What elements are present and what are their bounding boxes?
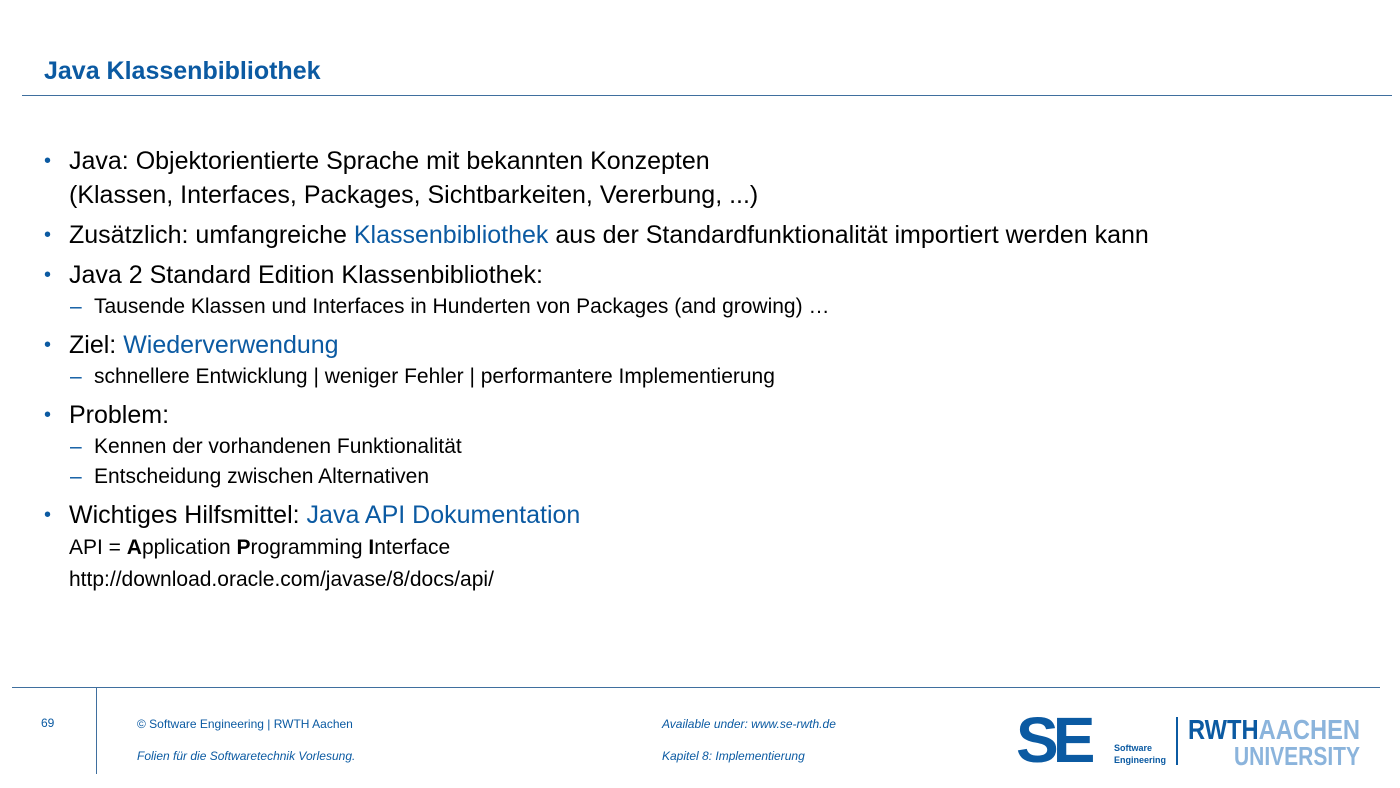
rwth-logo-rwth: RWTH bbox=[1188, 714, 1272, 745]
sub-bullet-dash: – bbox=[70, 465, 82, 488]
api-doc-highlight: Java API Dokumentation bbox=[306, 501, 581, 529]
rwth-logo-aachen: AACHEN bbox=[1258, 714, 1379, 745]
bullet-ziel bbox=[44, 328, 1384, 392]
rwth-logo-university: UNIVERSITY bbox=[1234, 741, 1360, 771]
wiederverwendung-highlight: Wiederverwendung bbox=[123, 331, 339, 359]
se-logo-engineering: Engineering bbox=[1114, 755, 1167, 765]
footer-available[interactable]: Available under: www.se-rwth.de bbox=[662, 717, 836, 731]
se-logo bbox=[1016, 704, 1167, 776]
bullet-dot: • bbox=[44, 404, 52, 426]
bullet-dot: • bbox=[44, 150, 52, 172]
footer-divider bbox=[12, 687, 1380, 688]
bullet-zusaetzlich-pre: Zusätzlich: umfangreiche bbox=[69, 221, 354, 249]
sub-bullet-dash: – bbox=[70, 365, 82, 388]
bullet-java-line2: (Klassen, Interfaces, Packages, Sichtbarkeiten, Vererbung, ...) bbox=[69, 181, 759, 209]
bullet-java bbox=[44, 144, 1384, 212]
klassenbibliothek-highlight: Klassenbibliothek bbox=[353, 221, 549, 249]
bullet-problem-text: Problem: bbox=[69, 401, 170, 429]
rwth-logo bbox=[1188, 712, 1379, 771]
se-logo-software: Software bbox=[1114, 743, 1153, 753]
bullet-dot: • bbox=[44, 334, 52, 356]
sub-bullet-kennen bbox=[44, 432, 1384, 462]
footer-course: Folien für die Softwaretechnik Vorlesung. bbox=[137, 749, 356, 763]
footer-chapter: Kapitel 8: Implementierung bbox=[662, 749, 805, 763]
logo-separator bbox=[1176, 717, 1178, 765]
bullet-j2se bbox=[44, 258, 1384, 322]
bullet-hilfsmittel-pre: Wichtiges Hilfsmittel: bbox=[69, 501, 307, 529]
api-letter-a: A bbox=[126, 536, 142, 559]
sub-bullet-entscheidung-text: Entscheidung zwischen Alternativen bbox=[94, 465, 430, 488]
api-definition bbox=[69, 532, 1384, 564]
sub-bullet-dash: – bbox=[70, 295, 82, 318]
sub-bullet-tausende bbox=[44, 292, 1384, 322]
bullet-dot: • bbox=[44, 224, 52, 246]
bullet-dot: • bbox=[44, 504, 52, 526]
sub-bullet-dash: – bbox=[70, 435, 82, 458]
bullet-hilfsmittel bbox=[44, 498, 1384, 596]
bullet-ziel-pre: Ziel: bbox=[69, 331, 124, 359]
api-url[interactable]: http://download.oracle.com/javase/8/docs/api/ bbox=[69, 568, 494, 591]
title-divider bbox=[22, 95, 1392, 96]
bullet-dot: • bbox=[44, 264, 52, 286]
api-word-interface: nterface bbox=[374, 536, 451, 559]
api-letter-p: P bbox=[236, 536, 251, 559]
sub-bullet-entscheidung bbox=[44, 462, 1384, 492]
api-word-programming: rogramming bbox=[250, 536, 369, 559]
sub-bullet-tausende-text: Tausende Klassen und Interfaces in Hunderten von Packages (and growing) … bbox=[94, 295, 830, 318]
sub-bullet-kennen-text: Kennen der vorhandenen Funktionalität bbox=[94, 435, 462, 458]
sub-bullet-vorteile bbox=[44, 362, 1384, 392]
footer-vertical-divider bbox=[96, 687, 97, 774]
bullet-j2se-text: Java 2 Standard Edition Klassenbibliothek: bbox=[69, 261, 543, 289]
api-prefix: API = bbox=[69, 536, 127, 559]
slide-content bbox=[44, 144, 1384, 602]
page-number: 69 bbox=[41, 716, 55, 730]
bullet-java-line1: Java: Objektorientierte Sprache mit bekannten Konzepten bbox=[69, 147, 710, 175]
bullet-zusaetzlich bbox=[44, 218, 1384, 252]
api-letter-i: I bbox=[368, 536, 375, 559]
bullet-problem bbox=[44, 398, 1384, 492]
bullet-zusaetzlich-post: aus der Standardfunktionalität importiert werden kann bbox=[548, 221, 1149, 249]
footer-copyright: © Software Engineering | RWTH Aachen bbox=[137, 717, 353, 731]
se-logo-letters: SE bbox=[1016, 704, 1090, 776]
sub-bullet-vorteile-text: schnellere Entwicklung | weniger Fehler | performantere Implementierung bbox=[94, 365, 775, 388]
slide-title: Java Klassenbibliothek bbox=[44, 57, 321, 85]
api-word-application: pplication bbox=[141, 536, 237, 559]
